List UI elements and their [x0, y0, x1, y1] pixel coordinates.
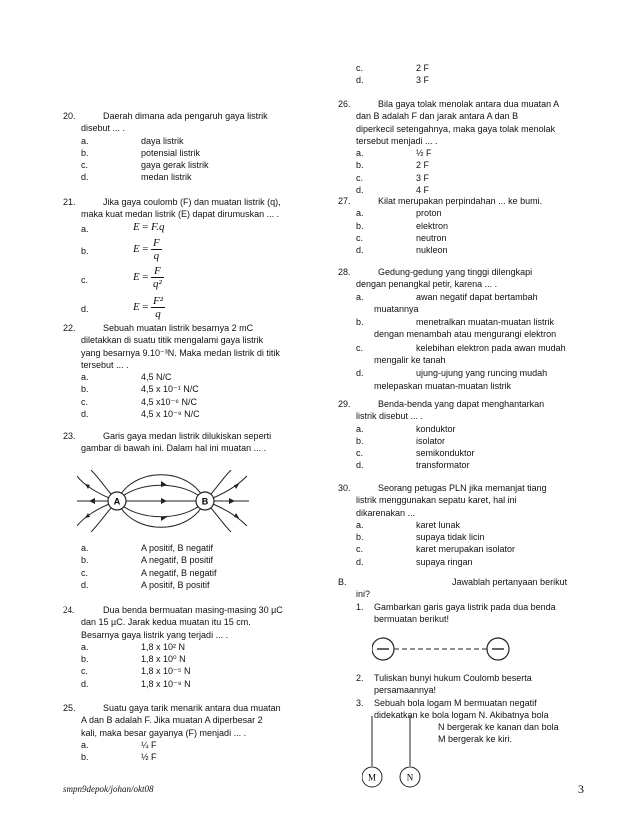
essay-text-cont: N bergerak ke kanan dan bola — [438, 722, 559, 733]
question-text: Daerah dimana ada pengaruh gaya listrik — [103, 111, 268, 121]
question-19-cont — [338, 62, 588, 87]
question-number: 29. — [338, 399, 351, 409]
option-a: a. ¼ F — [81, 739, 157, 750]
question-text-cont: listrik disebut ... . — [356, 411, 424, 422]
question-26 — [338, 98, 588, 196]
question-text-cont: diletakkan di suatu titik mengalami gaya listrik — [81, 335, 264, 346]
option-b: b. potensial listrik — [81, 147, 201, 158]
essay-text-cont: persamaannya! — [374, 685, 437, 696]
option-b: b. ½ F — [81, 752, 157, 763]
option-c: c. karet merupakan isolator — [356, 544, 516, 555]
question-text: Seorang petugas PLN jika memanjat tiang — [378, 483, 547, 493]
option-b: b. menetralkan muatan-muatan listrik dengan menambah atau mengurangi elektron — [356, 317, 557, 340]
question-number: 24. — [63, 605, 75, 615]
question-text-cont: yang besarnya 9.10⁻³N. Maka medan listrik di titik — [81, 347, 280, 358]
question-number: 26. — [338, 99, 351, 109]
essay-text-cont: didekatkan ke bola logam N. Akibatnya bola — [374, 709, 549, 720]
option-c: c. 2 F — [356, 63, 430, 73]
option-d: d. medan listrik — [81, 172, 192, 183]
question-25 — [63, 702, 313, 763]
question-text-cont: tersebut ... . — [81, 359, 129, 370]
option-a: a. karet lunak — [356, 519, 461, 530]
arrow-icon — [85, 513, 90, 518]
question-text-cont: kali, maka besar gayanya (F) menjadi ... . — [81, 727, 247, 738]
option-c: c. neutron — [356, 232, 447, 243]
question-22 — [63, 322, 313, 420]
question-number: 30. — [338, 483, 351, 493]
option-d: d. 3 F — [356, 75, 430, 86]
question-number: 22. — [63, 323, 76, 333]
question-24 — [63, 604, 313, 690]
arrow-icon — [161, 481, 167, 487]
option-a: a. ½ F — [356, 148, 432, 159]
option-d: d. 4,5 x 10⁻⁹ N/C — [81, 409, 200, 420]
question-text: Garis gaya medan listrik dilukiskan seperti — [103, 431, 272, 441]
question-text: Jika gaya coulomb (F) dan muatan listrik (q), — [103, 197, 281, 207]
essay-number: 2. — [356, 673, 364, 683]
question-text: Gedung-gedung yang tinggi dilengkapi — [378, 267, 533, 277]
option-d: d. A positif, B positif — [81, 579, 210, 590]
option-a: a. A positif, B negatif — [81, 543, 214, 553]
question-text: Suatu gaya tarik menarik antara dua muatan — [103, 703, 281, 713]
essay-text-cont: M bergerak ke kiri. — [438, 734, 513, 745]
option-c: c. 3 F — [356, 172, 430, 183]
question-text: Benda-benda yang dapat menghantarkan — [378, 399, 545, 409]
option-c: c. gaya gerak listrik — [81, 160, 209, 171]
question-21 — [63, 196, 313, 323]
question-number: 20. — [63, 111, 76, 121]
question-23 — [63, 430, 313, 455]
essay-text: Tuliskan bunyi hukum Coulomb beserta — [374, 673, 532, 683]
option-c: c. 4,5 x10⁻⁶ N/C — [81, 396, 197, 407]
arrow-icon — [161, 517, 167, 521]
option-d: d. ujung-ujung yang runcing mudah melepaskan muatan-muatan listrik — [356, 368, 548, 391]
essay-text: Sebuah bola logam M bermuatan negatif — [374, 697, 537, 708]
question-29 — [338, 398, 588, 472]
option-a: a. proton — [356, 208, 442, 219]
option-d: d. supaya ringan — [356, 556, 473, 567]
arrow-icon — [161, 498, 167, 504]
charge-b-label: B — [201, 496, 209, 507]
question-text-cont: dengan penangkal petir, karena ... . — [356, 279, 498, 290]
two-negative-charges-figure — [372, 634, 522, 664]
question-text-cont: dan B adalah F dan jarak antara A dan B — [356, 111, 519, 122]
option-c: c. A negatif, B negatif — [81, 567, 217, 578]
question-text-cont: gambar di bawah ini. Dalam hal ini muatan ... . — [81, 443, 267, 454]
field-line-upper-2 — [117, 475, 205, 501]
ball-n-label: N — [406, 772, 414, 783]
option-d: d. 4 F — [356, 185, 430, 196]
question-text: Dua benda bermuatan masing-masing 30 µC — [103, 605, 283, 615]
question-28 — [338, 266, 588, 393]
question-20 — [63, 110, 313, 184]
question-text: Kilat merupakan perpindahan ... ke bumi. — [378, 196, 543, 206]
question-text-cont: diperkecil setengahnya, maka gaya tolak menolak — [356, 123, 556, 134]
field-line-lower-2 — [117, 501, 205, 527]
page-number: 3 — [578, 782, 584, 796]
charge-a-label: A — [113, 496, 121, 507]
field-lines-figure — [77, 470, 309, 532]
question-30 — [338, 482, 588, 568]
option-b: b. E = $\frac{F}{q}$ — [81, 236, 160, 262]
option-d: d. 1,8 x 10⁻⁹ N — [81, 678, 191, 689]
question-text-cont: tersebut menjadi ... . — [356, 135, 438, 146]
section-b — [338, 576, 588, 625]
option-c: c. E = $\frac{F}{\text{q²}}$ — [81, 264, 162, 290]
option-a: a. 4,5 N/C — [81, 372, 172, 383]
option-b: b. A negatif, B positif — [81, 555, 214, 566]
arrow-icon — [85, 484, 90, 489]
question-text: Bila gaya tolak menolak antara dua muatan A — [378, 99, 560, 109]
essay-number: 1. — [356, 601, 364, 612]
essay-text-cont: bermuatan berikut! — [374, 613, 450, 624]
option-b: b. 4,5 x 10⁻¹ N/C — [81, 384, 199, 395]
option-b: b. 1,8 x 10⁰ N — [81, 654, 186, 665]
section-title: Jawablah pertanyaan berikut — [452, 577, 568, 587]
option-a: a. 1,8 x 10² N — [81, 641, 186, 652]
arrow-icon — [229, 498, 235, 504]
option-b: b. isolator — [356, 435, 446, 446]
option-a: a. awan negatif dapat bertambah muatannya — [356, 291, 538, 314]
option-d: d. transformator — [356, 460, 470, 471]
question-number: 27. — [338, 196, 351, 206]
option-d: d. nukleon — [356, 245, 448, 256]
essay-text: Gambarkan garis gaya listrik pada dua benda — [374, 601, 556, 612]
section-label: B. — [338, 577, 347, 587]
question-text-cont: Besarnya gaya listrik yang terjadi ... . — [81, 629, 229, 640]
question-text-cont: disebut ... . — [81, 123, 126, 134]
option-a: a. konduktor — [356, 423, 456, 434]
option-c: c. semikonduktor — [356, 448, 475, 459]
option-c: c. 1,8 x 10⁻⁵ N — [81, 666, 191, 677]
arrow-icon — [234, 513, 239, 518]
question-number: 23. — [63, 431, 76, 441]
footer-source: smpn9depok/johan/okt08 — [63, 784, 154, 794]
question-text-cont: dikarenakan ... — [356, 507, 416, 518]
option-b: b. supaya tidak licin — [356, 532, 485, 543]
question-number: 25. — [63, 703, 76, 713]
question-text-cont: maka kuat medan listrik (E) dapat dirumuskan ... . — [81, 209, 280, 220]
question-text-cont: listrik menggunakan sepatu karet, hal ini — [356, 495, 517, 506]
option-d: d. E = $\frac{\text{F²}}{q}$ — [81, 294, 164, 320]
question-text-cont: A dan B adalah F. Jika muatan A diperbesar 2 — [81, 715, 263, 726]
option-b: b. elektron — [356, 220, 449, 231]
question-23-options — [63, 542, 313, 591]
option-a: a. E = F.q — [81, 221, 165, 234]
hanging-balls-figure — [362, 716, 432, 794]
question-text-cont: dan 15 µC. Jarak kedua muatan itu 15 cm. — [81, 617, 251, 628]
question-27 — [338, 195, 588, 256]
option-a: a. daya listrik — [81, 135, 184, 146]
section-title-cont: ini? — [356, 589, 371, 600]
arrow-icon — [89, 498, 95, 504]
question-number: 28. — [338, 267, 351, 277]
arrow-icon — [234, 484, 239, 489]
option-c: c. kelebihan elektron pada awan mudah mengalir ke tanah — [356, 342, 566, 366]
option-b: b. 2 F — [356, 160, 430, 171]
essay-number: 3. — [356, 697, 364, 708]
question-text: Sebuah muatan listrik besarnya 2 mC — [103, 323, 254, 333]
question-number: 21. — [63, 197, 76, 207]
ball-m-label: M — [367, 772, 377, 783]
